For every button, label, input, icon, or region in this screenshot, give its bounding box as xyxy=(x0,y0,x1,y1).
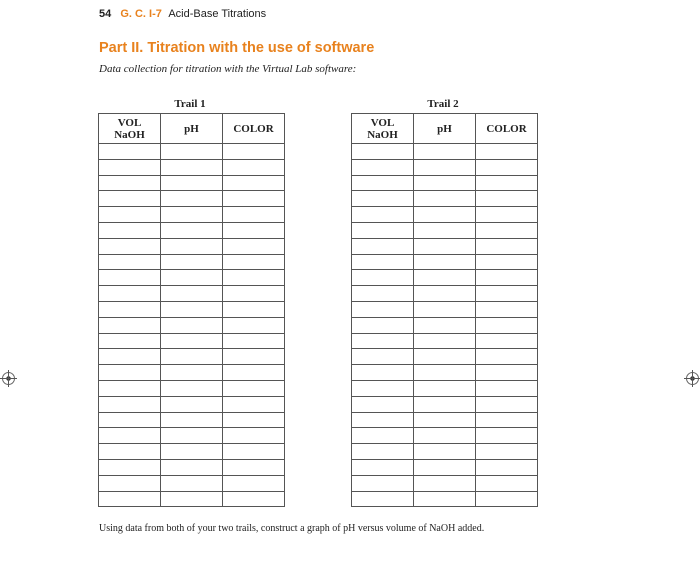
table-row xyxy=(99,491,285,507)
table-row xyxy=(99,428,285,444)
table-row xyxy=(352,365,538,381)
color-cell[interactable] xyxy=(476,270,538,286)
column-header-color: COLOR xyxy=(476,114,538,144)
table-row xyxy=(99,301,285,317)
page-header xyxy=(99,8,266,20)
color-cell[interactable] xyxy=(223,144,285,160)
ph-cell[interactable] xyxy=(414,175,476,191)
table-row xyxy=(352,412,538,428)
ph-cell[interactable] xyxy=(161,491,223,507)
vol-naoh-cell[interactable] xyxy=(352,270,414,286)
trail-1-label: Trail 1 xyxy=(174,98,206,110)
table-row xyxy=(352,380,538,396)
color-cell[interactable] xyxy=(476,286,538,302)
color-cell[interactable] xyxy=(223,238,285,254)
color-cell[interactable] xyxy=(476,301,538,317)
ph-cell[interactable] xyxy=(414,207,476,223)
color-cell[interactable] xyxy=(476,365,538,381)
vol-naoh-cell[interactable] xyxy=(99,333,161,349)
color-cell[interactable] xyxy=(223,270,285,286)
ph-cell[interactable] xyxy=(414,380,476,396)
color-cell[interactable] xyxy=(476,396,538,412)
table-row xyxy=(352,207,538,223)
color-cell[interactable] xyxy=(476,144,538,160)
color-cell[interactable] xyxy=(223,396,285,412)
table-row xyxy=(352,428,538,444)
color-cell[interactable] xyxy=(476,175,538,191)
color-cell[interactable] xyxy=(476,412,538,428)
table-row xyxy=(352,349,538,365)
color-cell[interactable] xyxy=(476,238,538,254)
ph-cell[interactable] xyxy=(161,254,223,270)
ph-cell[interactable] xyxy=(414,349,476,365)
vol-naoh-cell[interactable] xyxy=(99,475,161,491)
ph-cell[interactable] xyxy=(161,317,223,333)
ph-cell[interactable] xyxy=(414,301,476,317)
ph-cell[interactable] xyxy=(414,286,476,302)
ph-cell[interactable] xyxy=(161,349,223,365)
vol-naoh-cell[interactable] xyxy=(99,175,161,191)
ph-cell[interactable] xyxy=(161,365,223,381)
ph-cell[interactable] xyxy=(161,238,223,254)
table-header-row xyxy=(99,114,285,144)
color-cell[interactable] xyxy=(223,428,285,444)
vol-naoh-cell[interactable] xyxy=(99,380,161,396)
vol-naoh-cell[interactable] xyxy=(352,412,414,428)
vol-naoh-cell[interactable] xyxy=(99,286,161,302)
page-number: 54 xyxy=(99,8,112,20)
ph-cell[interactable] xyxy=(414,396,476,412)
vol-naoh-cell[interactable] xyxy=(99,349,161,365)
ph-cell[interactable] xyxy=(161,333,223,349)
color-cell[interactable] xyxy=(223,491,285,507)
table-row xyxy=(352,254,538,270)
ph-cell[interactable] xyxy=(161,475,223,491)
table-row xyxy=(352,317,538,333)
table-row xyxy=(99,412,285,428)
vol-naoh-cell[interactable] xyxy=(352,286,414,302)
table-row xyxy=(99,144,285,160)
vol-naoh-cell[interactable] xyxy=(352,380,414,396)
ph-cell[interactable] xyxy=(414,222,476,238)
ph-cell[interactable] xyxy=(161,444,223,460)
table-row xyxy=(99,254,285,270)
color-cell[interactable] xyxy=(223,286,285,302)
vol-naoh-cell[interactable] xyxy=(352,396,414,412)
color-cell[interactable] xyxy=(476,207,538,223)
ph-cell[interactable] xyxy=(161,428,223,444)
vol-naoh-cell[interactable] xyxy=(99,222,161,238)
color-cell[interactable] xyxy=(476,349,538,365)
vol-naoh-cell[interactable] xyxy=(352,459,414,475)
table-row xyxy=(352,144,538,160)
vol-naoh-cell[interactable] xyxy=(99,365,161,381)
color-cell[interactable] xyxy=(223,254,285,270)
ph-cell[interactable] xyxy=(414,238,476,254)
table-row xyxy=(99,286,285,302)
vol-naoh-cell[interactable] xyxy=(352,317,414,333)
vol-naoh-cell[interactable] xyxy=(99,159,161,175)
color-cell[interactable] xyxy=(223,444,285,460)
color-cell[interactable] xyxy=(223,301,285,317)
color-cell[interactable] xyxy=(476,475,538,491)
vol-naoh-cell[interactable] xyxy=(352,191,414,207)
section-title: Acid-Base Titrations xyxy=(168,8,267,20)
table-row xyxy=(99,380,285,396)
color-cell[interactable] xyxy=(223,175,285,191)
table-row xyxy=(352,396,538,412)
ph-cell[interactable] xyxy=(161,144,223,160)
table-row xyxy=(352,491,538,507)
table-row xyxy=(352,238,538,254)
color-cell[interactable] xyxy=(223,191,285,207)
vol-naoh-cell[interactable] xyxy=(99,459,161,475)
ph-cell[interactable] xyxy=(161,222,223,238)
vol-naoh-cell[interactable] xyxy=(352,222,414,238)
color-cell[interactable] xyxy=(476,333,538,349)
registration-mark-icon xyxy=(2,372,15,385)
ph-cell[interactable] xyxy=(414,428,476,444)
vol-naoh-cell[interactable] xyxy=(352,159,414,175)
table-row xyxy=(352,222,538,238)
color-cell[interactable] xyxy=(476,459,538,475)
color-cell[interactable] xyxy=(476,317,538,333)
table-row xyxy=(352,475,538,491)
color-cell[interactable] xyxy=(223,380,285,396)
vol-naoh-cell[interactable] xyxy=(99,191,161,207)
ph-cell[interactable] xyxy=(161,286,223,302)
vol-naoh-cell[interactable] xyxy=(352,207,414,223)
ph-cell[interactable] xyxy=(414,475,476,491)
column-header-vol-naoh: VOL NaOH xyxy=(99,114,161,144)
ph-cell[interactable] xyxy=(414,254,476,270)
color-cell[interactable] xyxy=(476,428,538,444)
column-header-ph: pH xyxy=(161,114,223,144)
table-row xyxy=(99,175,285,191)
color-cell[interactable] xyxy=(223,475,285,491)
instructions-text: Using data from both of your two trails, construct a graph of pH versus volume of NaOH added. xyxy=(99,523,485,534)
vol-naoh-cell[interactable] xyxy=(352,428,414,444)
table-row xyxy=(99,365,285,381)
ph-cell[interactable] xyxy=(414,317,476,333)
color-cell[interactable] xyxy=(476,222,538,238)
color-cell[interactable] xyxy=(223,459,285,475)
vol-naoh-cell[interactable] xyxy=(352,238,414,254)
color-cell[interactable] xyxy=(223,333,285,349)
table-row xyxy=(352,159,538,175)
vol-naoh-cell[interactable] xyxy=(99,238,161,254)
vol-naoh-cell[interactable] xyxy=(99,301,161,317)
table-row xyxy=(352,301,538,317)
color-cell[interactable] xyxy=(476,491,538,507)
table-row xyxy=(352,333,538,349)
vol-naoh-cell[interactable] xyxy=(99,444,161,460)
color-cell[interactable] xyxy=(223,222,285,238)
ph-cell[interactable] xyxy=(161,396,223,412)
ph-cell[interactable] xyxy=(414,191,476,207)
ph-cell[interactable] xyxy=(161,207,223,223)
color-cell[interactable] xyxy=(476,191,538,207)
table-row xyxy=(99,459,285,475)
vol-naoh-cell[interactable] xyxy=(99,207,161,223)
table-row xyxy=(99,396,285,412)
color-cell[interactable] xyxy=(476,380,538,396)
ph-cell[interactable] xyxy=(414,412,476,428)
table-row xyxy=(99,159,285,175)
color-cell[interactable] xyxy=(223,207,285,223)
color-cell[interactable] xyxy=(223,317,285,333)
table-row xyxy=(352,270,538,286)
table-row xyxy=(352,444,538,460)
table-row xyxy=(99,475,285,491)
ph-cell[interactable] xyxy=(161,412,223,428)
table-row xyxy=(99,317,285,333)
ph-cell[interactable] xyxy=(161,459,223,475)
vol-naoh-cell[interactable] xyxy=(99,270,161,286)
table-row xyxy=(99,207,285,223)
table-row xyxy=(99,222,285,238)
section-code: G. C. I-7 xyxy=(120,8,162,20)
table-row xyxy=(99,333,285,349)
table-row xyxy=(99,270,285,286)
part-title: Part II. Titration with the use of software xyxy=(99,40,375,56)
table-row xyxy=(352,459,538,475)
ph-cell[interactable] xyxy=(414,159,476,175)
color-cell[interactable] xyxy=(223,365,285,381)
vol-naoh-cell[interactable] xyxy=(99,412,161,428)
ph-cell[interactable] xyxy=(161,191,223,207)
table-row xyxy=(352,175,538,191)
vol-naoh-cell[interactable] xyxy=(352,333,414,349)
vol-naoh-cell[interactable] xyxy=(99,144,161,160)
column-header-color: COLOR xyxy=(223,114,285,144)
ph-cell[interactable] xyxy=(161,301,223,317)
ph-cell[interactable] xyxy=(161,380,223,396)
table-row xyxy=(99,191,285,207)
color-cell[interactable] xyxy=(476,254,538,270)
registration-mark-icon xyxy=(686,372,699,385)
vol-naoh-cell[interactable] xyxy=(352,301,414,317)
color-cell[interactable] xyxy=(223,159,285,175)
table-row xyxy=(352,191,538,207)
color-cell[interactable] xyxy=(223,412,285,428)
vol-naoh-cell[interactable] xyxy=(352,491,414,507)
color-cell[interactable] xyxy=(476,444,538,460)
trail-2-label: Trail 2 xyxy=(427,98,459,110)
table-row xyxy=(352,286,538,302)
ph-cell[interactable] xyxy=(161,175,223,191)
ph-cell[interactable] xyxy=(414,459,476,475)
vol-naoh-cell[interactable] xyxy=(99,491,161,507)
vol-naoh-cell[interactable] xyxy=(352,365,414,381)
ph-cell[interactable] xyxy=(414,333,476,349)
ph-cell[interactable] xyxy=(161,159,223,175)
column-header-ph: pH xyxy=(414,114,476,144)
table-header-row xyxy=(352,114,538,144)
vol-naoh-cell[interactable] xyxy=(352,144,414,160)
vol-naoh-cell[interactable] xyxy=(99,254,161,270)
vol-naoh-cell[interactable] xyxy=(99,428,161,444)
table-row xyxy=(99,349,285,365)
vol-naoh-cell[interactable] xyxy=(352,349,414,365)
vol-naoh-cell[interactable] xyxy=(352,254,414,270)
table-row xyxy=(99,238,285,254)
ph-cell[interactable] xyxy=(161,270,223,286)
vol-naoh-cell[interactable] xyxy=(352,475,414,491)
ph-cell[interactable] xyxy=(414,270,476,286)
ph-cell[interactable] xyxy=(414,491,476,507)
color-cell[interactable] xyxy=(223,349,285,365)
color-cell[interactable] xyxy=(476,159,538,175)
column-header-vol-naoh: VOL NaOH xyxy=(352,114,414,144)
vol-naoh-cell[interactable] xyxy=(352,444,414,460)
data-table-trail-1 xyxy=(98,113,285,507)
vol-naoh-cell[interactable] xyxy=(352,175,414,191)
ph-cell[interactable] xyxy=(414,144,476,160)
data-table-trail-2 xyxy=(351,113,538,507)
vol-naoh-cell[interactable] xyxy=(99,317,161,333)
subtitle: Data collection for titration with the Virtual Lab software: xyxy=(99,63,357,75)
ph-cell[interactable] xyxy=(414,444,476,460)
table-row xyxy=(99,444,285,460)
vol-naoh-cell[interactable] xyxy=(99,396,161,412)
ph-cell[interactable] xyxy=(414,365,476,381)
